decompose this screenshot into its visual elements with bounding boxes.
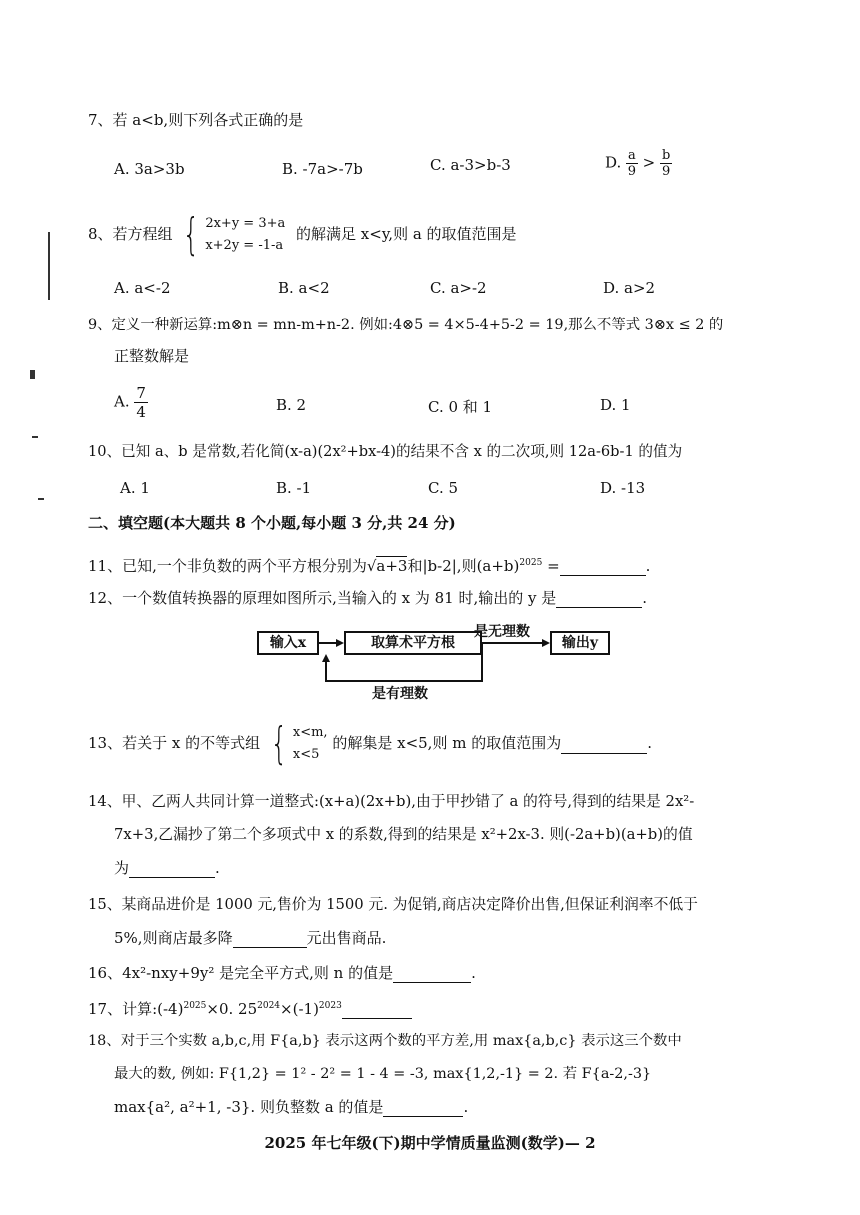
period: . (645, 557, 651, 575)
arrow-input-to-process (317, 639, 344, 647)
process-box: 取算术平方根 (344, 631, 482, 655)
exponent: 2025 (519, 558, 543, 568)
question-14-line-3 (114, 858, 220, 878)
question-14-line-2: 7x+3,乙漏抄了第二个多项式中 x 的系数,得到的结果是 x²+2x-3. 则(-2a+b)(a+b)的值 (114, 826, 693, 843)
answer-blank[interactable] (561, 737, 647, 754)
fraction (134, 384, 148, 421)
left-brace: { (182, 209, 200, 260)
question-11 (88, 553, 650, 576)
q8-option-b: B. a<2 (278, 279, 330, 297)
q7-option-a: A. 3a>3b (114, 160, 185, 178)
question-15-line-2 (114, 928, 386, 948)
answer-blank[interactable] (383, 1100, 463, 1117)
q15-line2-b: 元出售商品. (306, 929, 387, 947)
denominator: 4 (136, 403, 146, 421)
input-box: 输入x (257, 631, 319, 655)
margin-mark (32, 436, 38, 438)
output-box: 输出y (550, 631, 610, 655)
q7-option-d (605, 148, 672, 179)
q9-option-a-prefix: A. (114, 392, 130, 411)
period: . (471, 964, 476, 982)
q15-line2-a: 5%,则商店最多降 (114, 929, 233, 947)
answer-blank[interactable] (129, 861, 215, 878)
q12-text: 12、一个数值转换器的原理如图所示,当输入的 x 为 81 时,输出的 y 是 (88, 589, 557, 607)
q10-option-d: D. -13 (600, 479, 646, 497)
q11-text-a: 11、已知,一个非负数的两个平方根分别为 (88, 557, 367, 575)
page-footer: 2025 年七年级(下)期中学情质量监测(数学)— 2 (264, 1134, 596, 1152)
fraction (626, 148, 638, 179)
greater-than: > (642, 153, 656, 172)
denominator: 9 (627, 164, 637, 179)
q9-option-b: B. 2 (276, 396, 307, 414)
denominator: 9 (661, 164, 671, 179)
question-13 (88, 718, 652, 769)
q7-option-b: B. -7a>-7b (282, 160, 363, 178)
q8-option-c: C. a>-2 (430, 279, 487, 297)
equation-system (177, 209, 286, 260)
exponent: 2025 (183, 1001, 207, 1011)
question-12 (88, 588, 647, 608)
section-2-note: (本大题共 8 个小题,每小题 3 分,共 24 分) (163, 514, 456, 532)
numerator: b (661, 148, 671, 163)
q7-option-d-prefix: D. (605, 153, 622, 172)
answer-blank[interactable] (342, 1002, 412, 1019)
q8-option-d: D. a>2 (603, 279, 656, 297)
question-18-line-1: 18、对于三个实数 a,b,c,用 F{a,b} 表示这两个数的平方差,用 max{a,b,c} 表示这三个数中 (88, 1033, 682, 1049)
answer-blank[interactable] (560, 559, 646, 576)
label-irrational: 是无理数 (474, 624, 530, 640)
q17-text-c: ×(-1) (280, 1000, 319, 1018)
q13-prefix: 13、若关于 x 的不等式组 (88, 734, 261, 752)
q8-suffix: 的解满足 x<y,则 a 的取值范围是 (296, 225, 517, 243)
q14-line3-text: 为 (114, 859, 130, 877)
numerator: 7 (136, 384, 146, 402)
answer-blank[interactable] (556, 591, 642, 608)
radicand: a+3 (376, 557, 408, 575)
inequalities (293, 722, 328, 766)
numerator: a (628, 148, 636, 163)
margin-mark (48, 232, 50, 300)
period: . (647, 734, 652, 752)
q9-option-a (114, 384, 148, 421)
q8-option-a: A. a<-2 (114, 279, 171, 297)
period: . (463, 1098, 469, 1116)
exponent: 2024 (257, 1001, 281, 1011)
question-8-stem (88, 209, 517, 260)
question-9-line-1: 9、定义一种新运算:m⊗n = mn-m+n-2. 例如:4⊗5 = 4×5-4+5-2 = 19,那么不等式 3⊗x ≤ 2 的 (88, 317, 724, 333)
inequality-system (265, 718, 328, 769)
q9-option-c: C. 0 和 1 (428, 398, 493, 416)
q16-text: 16、4x²-nxy+9y² 是完全平方式,则 n 的值是 (88, 964, 394, 982)
q10-option-b: B. -1 (276, 479, 312, 497)
equations (205, 213, 285, 257)
period: . (215, 859, 220, 877)
period: . (642, 589, 648, 607)
exponent: 2023 (318, 1001, 342, 1011)
label-rational: 是有理数 (372, 686, 428, 702)
inequality-2: x<5 (292, 747, 320, 762)
left-brace: { (270, 718, 288, 769)
equation-2: x+2y = -1-a (205, 238, 284, 253)
q9-option-d: D. 1 (600, 396, 631, 414)
equation-1: 2x+y = 3+a (205, 216, 286, 231)
q17-text-a: 17、计算:(-4) (88, 1000, 184, 1018)
inequality-1: x<m, (292, 725, 328, 740)
question-14-line-1: 14、甲、乙两人共同计算一道整式:(x+a)(2x+b),由于甲抄错了 a 的符号,得到的结果是 2x²- (88, 793, 695, 810)
fraction (660, 148, 672, 179)
margin-mark (38, 498, 44, 500)
q10-option-a: A. 1 (120, 479, 150, 497)
answer-blank[interactable] (233, 931, 307, 948)
question-10-stem: 10、已知 a、b 是常数,若化简(x-a)(2x²+bx-4)的结果不含 x 的二次项,则 12a-6b-1 的值为 (88, 443, 683, 460)
q8-prefix: 8、若方程组 (88, 225, 173, 243)
question-17 (88, 996, 412, 1019)
section-2-heading (88, 513, 456, 533)
q11-text-b: 和|b-2|,则(a+b) (407, 557, 520, 575)
question-7-stem: 7、若 a<b,则下列各式正确的是 (88, 111, 304, 129)
question-16 (88, 963, 476, 983)
q10-option-c: C. 5 (428, 479, 459, 497)
answer-blank[interactable] (393, 966, 471, 983)
q13-suffix: 的解集是 x<5,则 m 的取值范围为 (332, 734, 562, 752)
question-15-line-1: 15、某商品进价是 1000 元,售价为 1500 元. 为促销,商店决定降价出售,但保证利润率不低于 (88, 896, 698, 913)
q7-option-c: C. a-3>b-3 (430, 156, 511, 174)
question-18-line-3 (114, 1097, 468, 1117)
square-root: √a+3 (366, 557, 408, 575)
q17-text-b: ×0. 25 (206, 1000, 258, 1018)
q11-text-c: = (542, 557, 560, 575)
question-9-line-2: 正整数解是 (114, 347, 190, 365)
margin-mark (30, 370, 35, 379)
q18-line3-text: max{a², a²+1, -3}. 则负整数 a 的值是 (114, 1098, 384, 1116)
question-18-line-2: 最大的数, 例如: F{1,2} = 1² - 2² = 1 - 4 = -3, max{1,2,-1} = 2. 若 F{a-2,-3} (114, 1066, 652, 1082)
section-2-title: 二、填空题 (88, 514, 164, 532)
